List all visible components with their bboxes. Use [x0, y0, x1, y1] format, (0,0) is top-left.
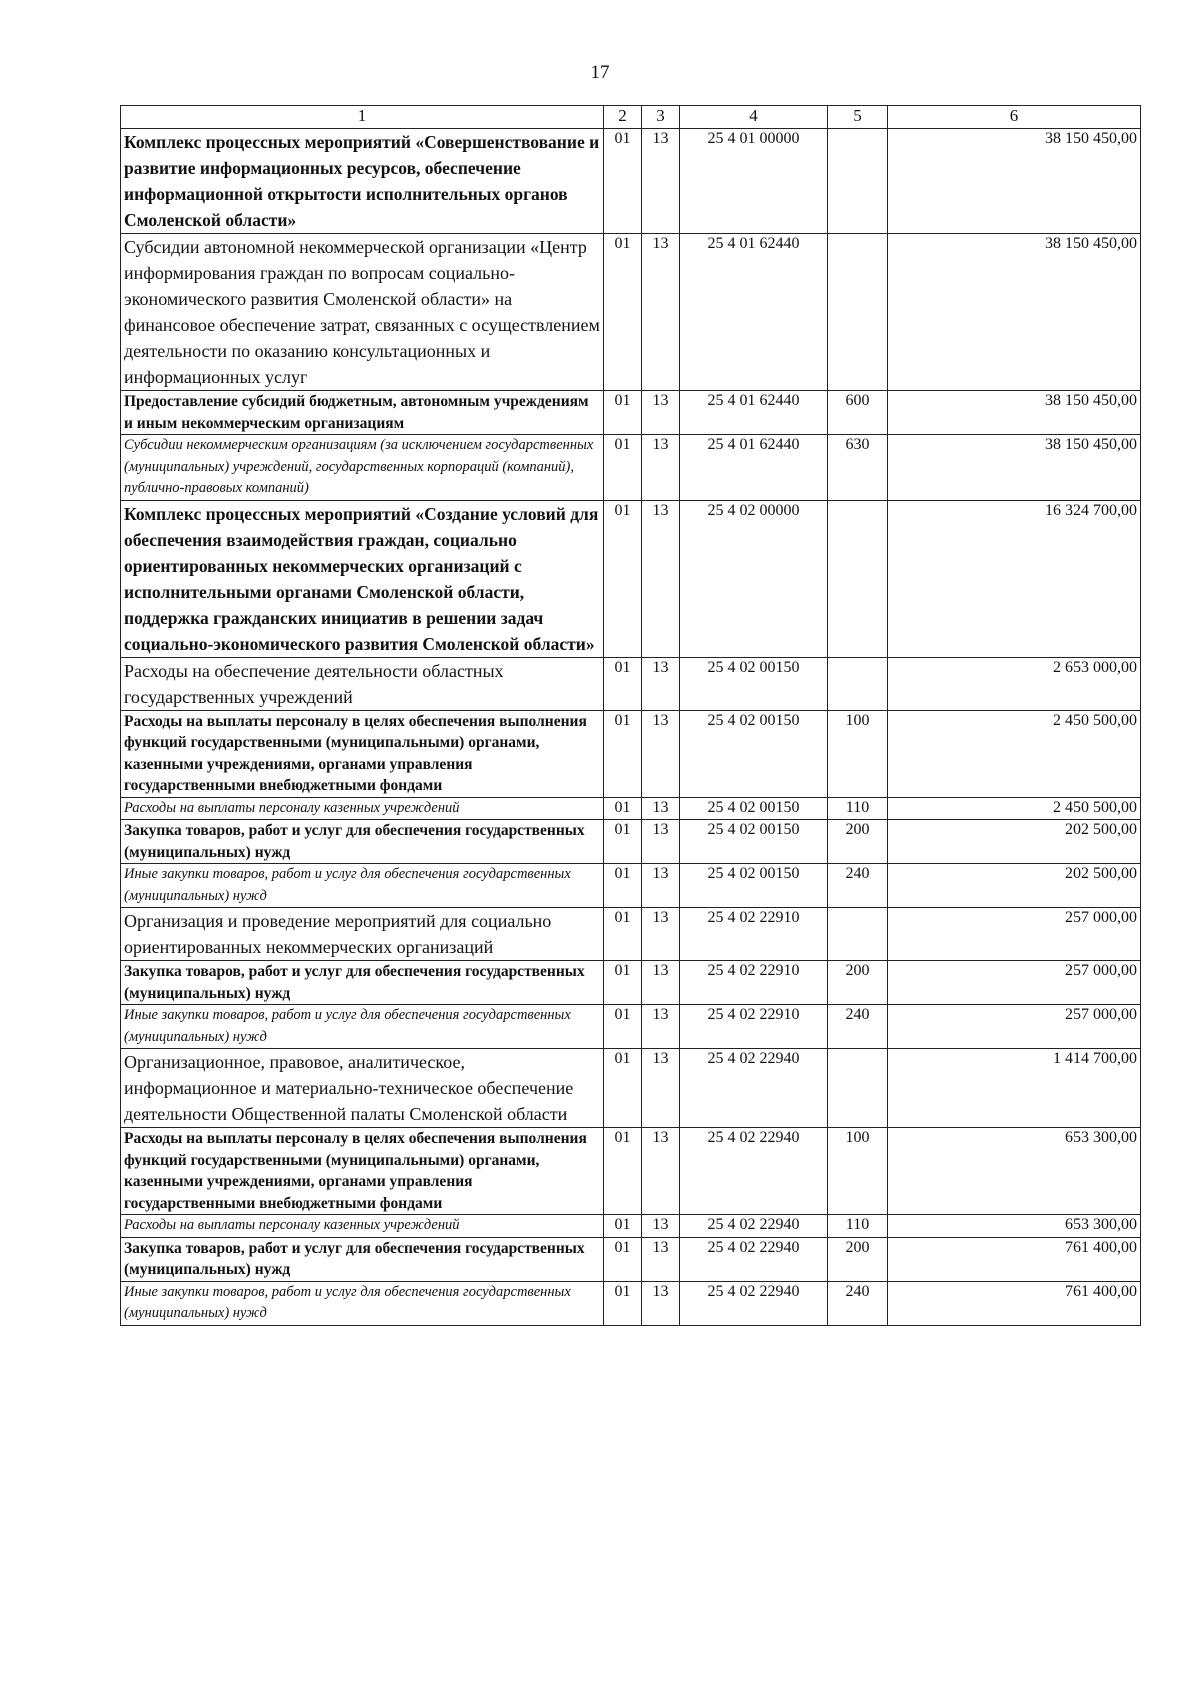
row-name: Закупка товаров, работ и услуг для обеспечения государственных (муниципальных) нужд: [121, 820, 604, 864]
row-amount: 257 000,00: [888, 1005, 1141, 1049]
row-subsection-code: 13: [642, 391, 680, 435]
row-amount: 257 000,00: [888, 908, 1141, 961]
row-subsection-code: 13: [642, 961, 680, 1005]
row-section-code: 01: [604, 129, 642, 234]
table-row: [121, 1049, 1141, 1128]
row-section-code: 01: [604, 391, 642, 435]
row-expense-type: 110: [828, 1215, 888, 1238]
table-row: [121, 1281, 1141, 1325]
table-row: [121, 435, 1141, 501]
table-row: [121, 129, 1141, 234]
row-section-code: 01: [604, 1281, 642, 1325]
row-section-code: 01: [604, 1005, 642, 1049]
row-subsection-code: 13: [642, 500, 680, 657]
table-row: [121, 864, 1141, 908]
row-name: Расходы на выплаты персоналу в целях обеспечения выполнения функций государственными (муниципальными) органами, казенными учреждениями, органами управления государственными внебюджетными фондами: [121, 1128, 604, 1215]
row-section-code: 01: [604, 234, 642, 391]
row-amount: 38 150 450,00: [888, 234, 1141, 391]
row-subsection-code: 13: [642, 797, 680, 820]
row-name: Комплекс процессных мероприятий «Создание условий для обеспечения взаимодействия граждан, социально ориентированных некоммерческих организаций с исполнительными органами Смоленской области, поддержка гражданских инициатив в решении задач социально-экономического развития Смоленской области»: [121, 500, 604, 657]
row-name: Закупка товаров, работ и услуг для обеспечения государственных (муниципальных) нужд: [121, 1237, 604, 1281]
row-section-code: 01: [604, 435, 642, 501]
row-amount: 2 450 500,00: [888, 710, 1141, 797]
budget-table: [120, 105, 1141, 1326]
row-target-article: 25 4 02 00150: [680, 864, 828, 908]
row-target-article: 25 4 01 62440: [680, 234, 828, 391]
row-name: Иные закупки товаров, работ и услуг для обеспечения государственных (муниципальных) нужд: [121, 1281, 604, 1325]
header-col-4: 4: [680, 106, 828, 129]
row-section-code: 01: [604, 820, 642, 864]
row-subsection-code: 13: [642, 129, 680, 234]
row-name: Организационное, правовое, аналитическое, информационное и материально-техническое обеспечение деятельности Общественной палаты Смоленской области: [121, 1049, 604, 1128]
row-section-code: 01: [604, 657, 642, 710]
row-target-article: 25 4 01 62440: [680, 435, 828, 501]
row-name: Расходы на выплаты персоналу казенных учреждений: [121, 797, 604, 820]
row-subsection-code: 13: [642, 1281, 680, 1325]
row-expense-type: 240: [828, 1005, 888, 1049]
page-number: 17: [590, 62, 610, 83]
table-row: [121, 710, 1141, 797]
row-expense-type: [828, 908, 888, 961]
row-subsection-code: 13: [642, 1215, 680, 1238]
row-subsection-code: 13: [642, 1237, 680, 1281]
row-section-code: 01: [604, 961, 642, 1005]
row-name: Иные закупки товаров, работ и услуг для обеспечения государственных (муниципальных) нужд: [121, 1005, 604, 1049]
row-section-code: 01: [604, 1128, 642, 1215]
row-amount: 257 000,00: [888, 961, 1141, 1005]
row-target-article: 25 4 01 62440: [680, 391, 828, 435]
row-target-article: 25 4 02 22910: [680, 1005, 828, 1049]
row-target-article: 25 4 02 00000: [680, 500, 828, 657]
table-row: [121, 234, 1141, 391]
row-target-article: 25 4 01 00000: [680, 129, 828, 234]
row-target-article: 25 4 02 22940: [680, 1237, 828, 1281]
row-amount: 202 500,00: [888, 864, 1141, 908]
row-target-article: 25 4 02 22910: [680, 908, 828, 961]
row-expense-type: [828, 1049, 888, 1128]
row-target-article: 25 4 02 00150: [680, 820, 828, 864]
row-expense-type: [828, 657, 888, 710]
row-target-article: 25 4 02 22940: [680, 1128, 828, 1215]
row-expense-type: [828, 500, 888, 657]
row-section-code: 01: [604, 1237, 642, 1281]
table-row: [121, 797, 1141, 820]
row-amount: 202 500,00: [888, 820, 1141, 864]
header-col-2: 2: [604, 106, 642, 129]
header-col-6: 6: [888, 106, 1141, 129]
row-target-article: 25 4 02 22940: [680, 1281, 828, 1325]
row-expense-type: [828, 234, 888, 391]
table-row: [121, 1128, 1141, 1215]
row-section-code: 01: [604, 908, 642, 961]
row-name: Закупка товаров, работ и услуг для обеспечения государственных (муниципальных) нужд: [121, 961, 604, 1005]
row-subsection-code: 13: [642, 864, 680, 908]
row-subsection-code: 13: [642, 1128, 680, 1215]
table-row: [121, 500, 1141, 657]
table-row: [121, 820, 1141, 864]
row-amount: 653 300,00: [888, 1215, 1141, 1238]
table-row: [121, 391, 1141, 435]
table-row: [121, 1237, 1141, 1281]
row-expense-type: 240: [828, 864, 888, 908]
row-subsection-code: 13: [642, 710, 680, 797]
row-target-article: 25 4 02 00150: [680, 657, 828, 710]
row-name: Организация и проведение мероприятий для социально ориентированных некоммерческих организаций: [121, 908, 604, 961]
header-col-3: 3: [642, 106, 680, 129]
row-amount: 1 414 700,00: [888, 1049, 1141, 1128]
row-expense-type: 100: [828, 1128, 888, 1215]
row-name: Субсидии автономной некоммерческой организации «Центр информирования граждан по вопросам социально-экономического развития Смоленской области» на финансовое обеспечение затрат, связанных с осуществлением деятельности по оказанию консультационных и информационных услуг: [121, 234, 604, 391]
row-amount: 38 150 450,00: [888, 391, 1141, 435]
row-section-code: 01: [604, 710, 642, 797]
row-amount: 761 400,00: [888, 1237, 1141, 1281]
row-expense-type: 600: [828, 391, 888, 435]
row-expense-type: 200: [828, 961, 888, 1005]
row-name: Комплекс процессных мероприятий «Совершенствование и развитие информационных ресурсов, обеспечение информационной открытости исполнительных органов Смоленской области»: [121, 129, 604, 234]
row-name: Предоставление субсидий бюджетным, автономным учреждениям и иным некоммерческим организациям: [121, 391, 604, 435]
row-expense-type: 200: [828, 1237, 888, 1281]
row-expense-type: [828, 129, 888, 234]
table-row: [121, 657, 1141, 710]
row-expense-type: 200: [828, 820, 888, 864]
row-subsection-code: 13: [642, 234, 680, 391]
row-amount: 2 653 000,00: [888, 657, 1141, 710]
row-amount: 653 300,00: [888, 1128, 1141, 1215]
row-subsection-code: 13: [642, 1005, 680, 1049]
row-section-code: 01: [604, 797, 642, 820]
row-expense-type: 240: [828, 1281, 888, 1325]
header-row: [121, 106, 1141, 129]
row-target-article: 25 4 02 00150: [680, 797, 828, 820]
row-subsection-code: 13: [642, 1049, 680, 1128]
row-expense-type: 110: [828, 797, 888, 820]
row-target-article: 25 4 02 22940: [680, 1049, 828, 1128]
row-amount: 38 150 450,00: [888, 129, 1141, 234]
row-amount: 2 450 500,00: [888, 797, 1141, 820]
row-subsection-code: 13: [642, 657, 680, 710]
table-row: [121, 1215, 1141, 1238]
row-name: Расходы на выплаты персоналу в целях обеспечения выполнения функций государственными (муниципальными) органами, казенными учреждениями, органами управления государственными внебюджетными фондами: [121, 710, 604, 797]
row-section-code: 01: [604, 500, 642, 657]
row-subsection-code: 13: [642, 908, 680, 961]
row-subsection-code: 13: [642, 820, 680, 864]
row-section-code: 01: [604, 864, 642, 908]
row-name: Иные закупки товаров, работ и услуг для обеспечения государственных (муниципальных) нужд: [121, 864, 604, 908]
row-expense-type: 630: [828, 435, 888, 501]
row-target-article: 25 4 02 00150: [680, 710, 828, 797]
row-section-code: 01: [604, 1215, 642, 1238]
table-row: [121, 1005, 1141, 1049]
row-expense-type: 100: [828, 710, 888, 797]
header-col-1: 1: [121, 106, 604, 129]
table-row: [121, 961, 1141, 1005]
row-section-code: 01: [604, 1049, 642, 1128]
header-col-5: 5: [828, 106, 888, 129]
row-amount: 16 324 700,00: [888, 500, 1141, 657]
row-name: Субсидии некоммерческим организациям (за исключением государственных (муниципальных) учреждений, государственных корпораций (компаний), публично-правовых компаний): [121, 435, 604, 501]
row-target-article: 25 4 02 22940: [680, 1215, 828, 1238]
table-row: [121, 908, 1141, 961]
row-name: Расходы на обеспечение деятельности областных государственных учреждений: [121, 657, 604, 710]
row-subsection-code: 13: [642, 435, 680, 501]
row-target-article: 25 4 02 22910: [680, 961, 828, 1005]
table-body: [121, 129, 1141, 1326]
row-amount: 761 400,00: [888, 1281, 1141, 1325]
row-amount: 38 150 450,00: [888, 435, 1141, 501]
row-name: Расходы на выплаты персоналу казенных учреждений: [121, 1215, 604, 1238]
table-header: [121, 106, 1141, 129]
